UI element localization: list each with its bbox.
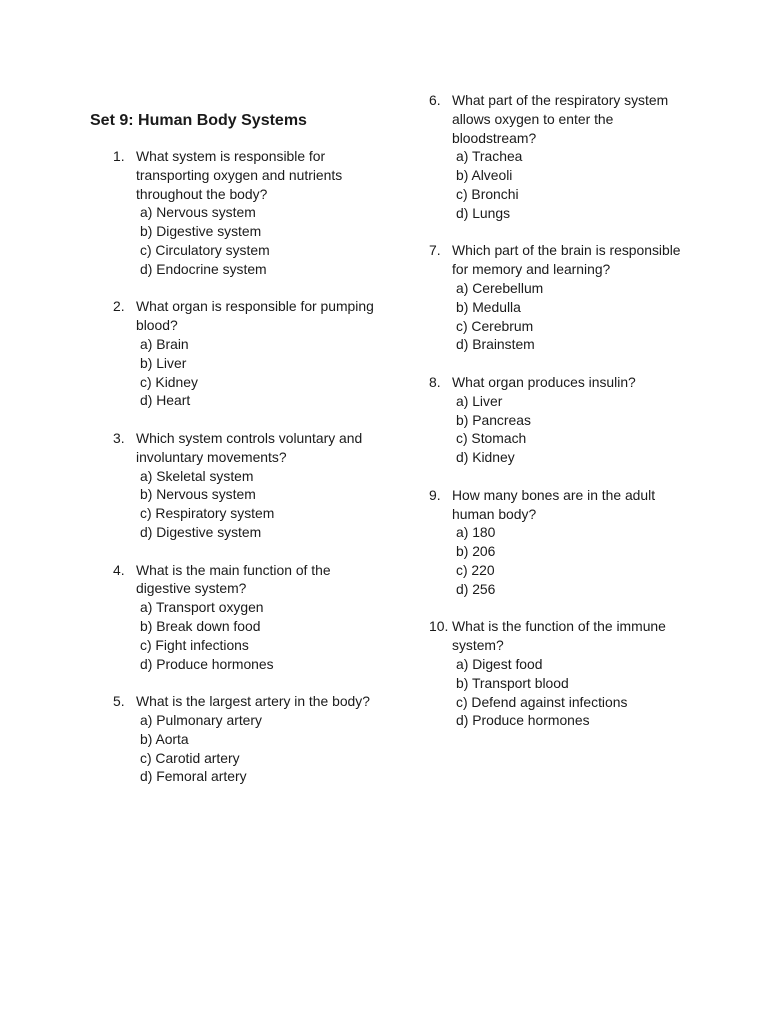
answer-options bbox=[452, 392, 689, 467]
question-9 bbox=[429, 486, 689, 599]
answer-option: d) Endocrine system bbox=[140, 260, 267, 277]
question-number: 3. bbox=[113, 429, 125, 446]
answer-option: b) Medulla bbox=[456, 298, 521, 315]
answer-option: b) 206 bbox=[456, 543, 496, 560]
question-number: 4. bbox=[113, 561, 125, 578]
answer-option: d) Kidney bbox=[456, 449, 515, 466]
answer-option: d) Produce hormones bbox=[140, 655, 274, 672]
answer-option: b) Break down food bbox=[140, 617, 261, 634]
question-text: What is the function of the immune system? bbox=[452, 618, 666, 654]
question-3 bbox=[113, 429, 383, 542]
answer-option: a) Brain bbox=[140, 335, 189, 352]
answer-option: b) Aorta bbox=[140, 730, 189, 747]
question-number: 5. bbox=[113, 693, 125, 710]
answer-option: c) Carotid artery bbox=[140, 749, 240, 766]
page-title: Set 9: Human Body Systems bbox=[90, 112, 307, 129]
answer-option: c) Fight infections bbox=[140, 636, 249, 653]
answer-option: a) Transport oxygen bbox=[140, 599, 264, 616]
question-text: What organ is responsible for pumping blood? bbox=[136, 298, 374, 334]
answer-option: c) Kidney bbox=[140, 373, 198, 390]
question-text: Which system controls voluntary and involuntary movements? bbox=[136, 429, 363, 465]
question-1 bbox=[113, 147, 383, 279]
answer-options bbox=[136, 598, 383, 673]
answer-option: d) 256 bbox=[456, 580, 496, 597]
answer-option: a) Liver bbox=[456, 392, 503, 409]
question-number: 2. bbox=[113, 298, 125, 315]
answer-option: a) Pulmonary artery bbox=[140, 711, 262, 728]
answer-option: a) Trachea bbox=[456, 148, 523, 165]
answer-options bbox=[452, 279, 689, 354]
answer-option: b) Nervous system bbox=[140, 486, 256, 503]
answer-option: d) Lungs bbox=[456, 204, 511, 221]
question-8 bbox=[429, 373, 689, 467]
question-column-right bbox=[429, 91, 689, 749]
answer-option: d) Brainstem bbox=[456, 336, 535, 353]
question-text: What organ produces insulin? bbox=[452, 373, 636, 390]
answer-option: c) Circulatory system bbox=[140, 241, 270, 258]
question-number: 8. bbox=[429, 373, 441, 390]
answer-options bbox=[136, 467, 383, 542]
question-number: 7. bbox=[429, 242, 441, 259]
question-text: How many bones are in the adult human body? bbox=[452, 486, 656, 522]
question-6 bbox=[429, 91, 689, 223]
answer-option: d) Digestive system bbox=[140, 523, 262, 540]
answer-options bbox=[136, 711, 383, 786]
question-4 bbox=[113, 561, 383, 674]
answer-options bbox=[452, 523, 689, 598]
answer-option: b) Liver bbox=[140, 354, 187, 371]
question-number: 9. bbox=[429, 486, 441, 503]
answer-option: c) Stomach bbox=[456, 430, 527, 447]
answer-option: a) 180 bbox=[456, 524, 496, 541]
answer-option: b) Transport blood bbox=[456, 674, 569, 691]
answer-option: d) Produce hormones bbox=[456, 712, 590, 729]
answer-option: c) 220 bbox=[456, 561, 495, 578]
question-text: What part of the respiratory system allows oxygen to enter the bloodstream? bbox=[452, 92, 669, 146]
answer-option: a) Cerebellum bbox=[456, 279, 544, 296]
question-2 bbox=[113, 297, 383, 410]
question-number: 10. bbox=[429, 618, 449, 635]
answer-options bbox=[452, 147, 689, 222]
answer-options bbox=[452, 655, 689, 730]
answer-options bbox=[136, 335, 383, 410]
question-number: 6. bbox=[429, 92, 441, 108]
question-text: What system is responsible for transporting oxygen and nutrients throughout the body? bbox=[136, 148, 343, 202]
question-7 bbox=[429, 241, 689, 354]
answer-option: c) Bronchi bbox=[456, 185, 519, 202]
answer-option: b) Pancreas bbox=[456, 411, 531, 428]
answer-option: d) Femoral artery bbox=[140, 768, 247, 785]
answer-option: a) Digest food bbox=[456, 655, 543, 672]
question-text: Which part of the brain is responsible for memory and learning? bbox=[452, 242, 681, 278]
question-text: What is the main function of the digestive system? bbox=[136, 561, 331, 597]
answer-option: a) Skeletal system bbox=[140, 467, 254, 484]
answer-option: a) Nervous system bbox=[140, 204, 256, 221]
answer-option: b) Digestive system bbox=[140, 223, 262, 240]
answer-option: c) Defend against infections bbox=[456, 693, 628, 710]
question-10 bbox=[429, 617, 689, 730]
question-5 bbox=[113, 692, 383, 786]
answer-option: c) Cerebrum bbox=[456, 317, 534, 334]
answer-option: b) Alveoli bbox=[456, 167, 513, 184]
answer-options bbox=[136, 203, 383, 278]
answer-option: c) Respiratory system bbox=[140, 505, 275, 522]
question-text: What is the largest artery in the body? bbox=[136, 693, 370, 710]
question-number: 1. bbox=[113, 148, 125, 164]
question-column-left bbox=[113, 147, 383, 805]
answer-option: d) Heart bbox=[140, 392, 191, 409]
